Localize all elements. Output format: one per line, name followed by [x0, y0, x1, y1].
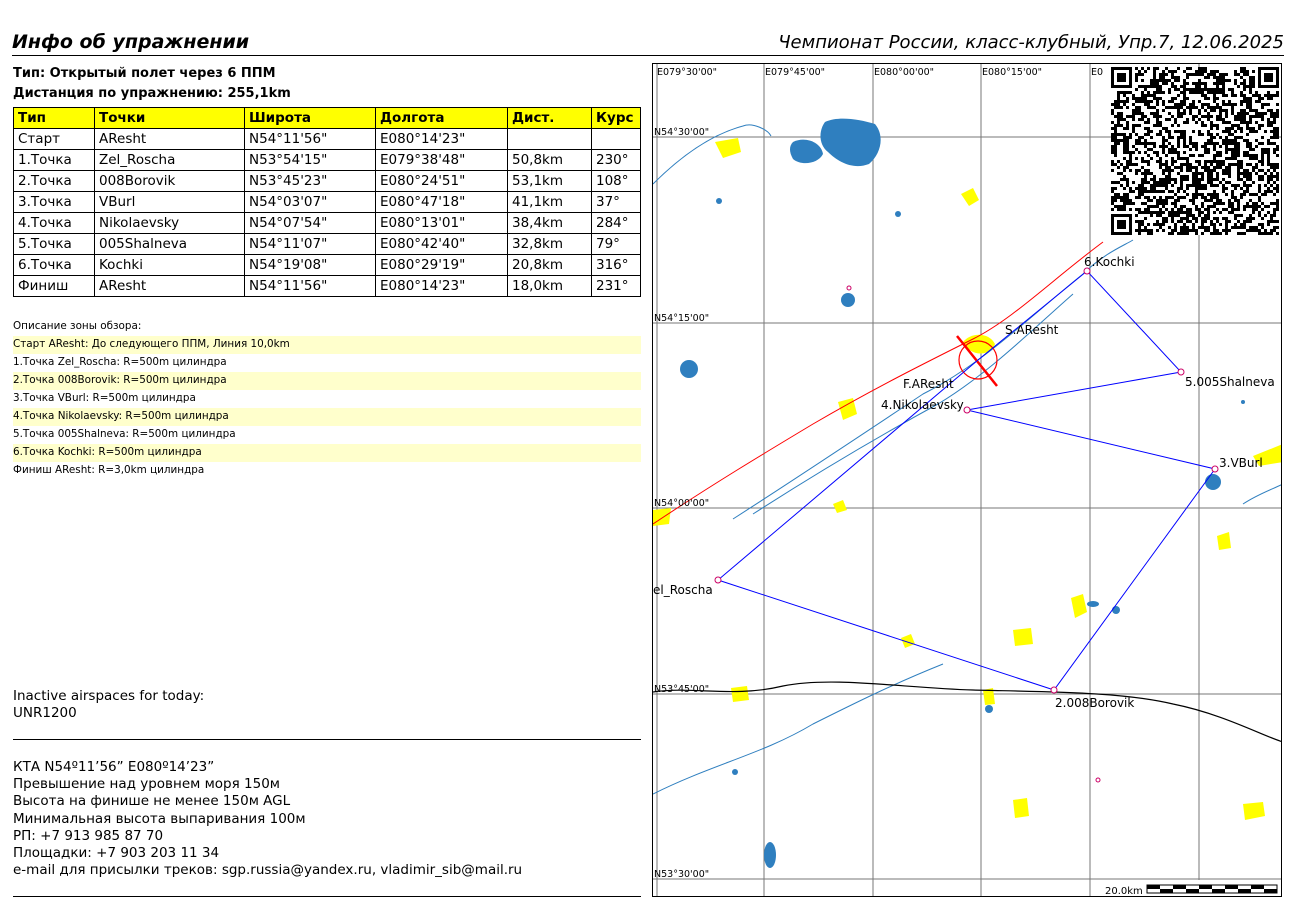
- zone-item: 6.Точка Kochki: R=500m цилиндра: [13, 444, 641, 462]
- scale-bar: [1099, 880, 1282, 897]
- turnpoints-table: [13, 107, 641, 297]
- point-label-borovik: 2.008Borovik: [1055, 696, 1135, 710]
- table-row: [14, 213, 641, 234]
- cell: 231°: [592, 276, 641, 297]
- table-row: [14, 171, 641, 192]
- cell: AResht: [95, 129, 245, 150]
- divider: [13, 739, 641, 740]
- cell: E080°24'51": [376, 171, 508, 192]
- table-header-row: [14, 108, 641, 129]
- cell: 230°: [592, 150, 641, 171]
- bottom-divider: [13, 896, 641, 897]
- col-header-type: Тип: [14, 108, 95, 129]
- cell: 316°: [592, 255, 641, 276]
- cell: E080°47'18": [376, 192, 508, 213]
- col-header-latitude: Широта: [245, 108, 376, 129]
- lon-label: E079°30'00": [657, 67, 718, 78]
- table-row: [14, 276, 641, 297]
- cell: E080°14'23": [376, 129, 508, 150]
- cell: 5.Точка: [14, 234, 95, 255]
- cell: 38,4km: [508, 213, 592, 234]
- cell: N54°11'07": [245, 234, 376, 255]
- airfield-info: [13, 759, 522, 879]
- cell: 4.Точка: [14, 213, 95, 234]
- inactive-airspaces: [13, 688, 204, 722]
- kta-line: Высота на финише не менее 150м AGL: [13, 793, 291, 810]
- lat-label: N53°45'00": [654, 684, 710, 695]
- cell: 108°: [592, 171, 641, 192]
- cell: 3.Точка: [14, 192, 95, 213]
- table-row: [14, 192, 641, 213]
- cell: N54°03'07": [245, 192, 376, 213]
- cell: 284°: [592, 213, 641, 234]
- point-label-finish: F.AResht: [903, 377, 954, 391]
- zone-item: 2.Точка 008Borovik: R=500m цилиндра: [13, 372, 641, 390]
- cell: [508, 129, 592, 150]
- cell: E080°29'19": [376, 255, 508, 276]
- qr-code-image: [1111, 67, 1279, 235]
- cell: Kochki: [95, 255, 245, 276]
- lon-label: E080°00'00": [874, 67, 935, 78]
- kta-line: Минимальная высота выпаривания 100м: [13, 810, 306, 827]
- point-label-kochki: 6.Kochki: [1084, 255, 1135, 269]
- zone-item: Старт AResht: До следующего ППМ, Линия 10,0km: [13, 336, 641, 354]
- col-header-course: Курс: [592, 108, 641, 129]
- zones-title: Описание зоны обзора:: [13, 320, 142, 332]
- col-header-distance: Дист.: [508, 108, 592, 129]
- zone-item: 1.Точка Zel_Roscha: R=500m цилиндра: [13, 356, 227, 368]
- fields: [653, 138, 1282, 820]
- cell: 008Borovik: [95, 171, 245, 192]
- lat-label: N54°30'00": [654, 127, 710, 138]
- header-divider: [12, 55, 1284, 56]
- lon-label: E079°45'00": [765, 67, 826, 78]
- observation-zones: [13, 318, 641, 480]
- point-label-zel-roscha: el_Roscha: [653, 583, 713, 597]
- zone-item: 3.Точка VBurl: R=500m цилиндра: [13, 392, 196, 404]
- zone-item: 5.Точка 005Shalneva: R=500m цилиндра: [13, 428, 236, 440]
- cell: 79°: [592, 234, 641, 255]
- qr-code: [1111, 67, 1279, 235]
- task-type: Тип: Открытый полет через 6 ППМ: [13, 66, 276, 81]
- cell: 2.Точка: [14, 171, 95, 192]
- kta-line: РП: +7 913 985 87 70: [13, 827, 164, 844]
- table-row: [14, 255, 641, 276]
- cell: N53°54'15": [245, 150, 376, 171]
- kta-line: Площадки: +7 903 203 11 34: [13, 845, 220, 862]
- lon-label: E080°15'00": [982, 67, 1043, 78]
- cell: N53°45'23": [245, 171, 376, 192]
- cell: N54°19'08": [245, 255, 376, 276]
- cell: N54°07'54": [245, 213, 376, 234]
- zone-item: 4.Точка Nikolaevsky: R=500m цилиндра: [13, 408, 641, 426]
- cell: 53,1km: [508, 171, 592, 192]
- scale-label: 20.0km: [1105, 886, 1143, 897]
- zone-item: Финиш AResht: R=3,0km цилиндра: [13, 464, 205, 476]
- kta-line: e-mail для присылки треков: sgp.russia@yandex.ru, vladimir_sib@mail.ru: [13, 862, 523, 879]
- boundary-line: [653, 682, 1282, 742]
- point-label-nikolaevsky: 4.Nikolaevsky: [881, 398, 964, 412]
- competition-subtitle: Чемпионат России, класс-клубный, Упр.7, 12.06.2025: [778, 32, 1284, 53]
- table-row: [14, 129, 641, 150]
- page-title: Инфо об упражнении: [12, 31, 250, 53]
- point-label-shalneva: 5.005Shalneva: [1185, 375, 1275, 389]
- cell: 18,0km: [508, 276, 592, 297]
- cell: 1.Точка: [14, 150, 95, 171]
- airspace-boundary: [653, 242, 1103, 524]
- kta-line: Превышение над уровнем моря 150м: [13, 776, 280, 793]
- cell: 005Shalneva: [95, 234, 245, 255]
- inactive-title: Inactive airspaces for today:: [13, 688, 205, 704]
- cell: Финиш: [14, 276, 95, 297]
- task-distance: Дистанция по упражнению: 255,1km: [13, 86, 291, 101]
- lon-label: E0: [1091, 67, 1104, 78]
- point-label-vburl: 3.VBurl: [1219, 456, 1263, 470]
- cell: VBurl: [95, 192, 245, 213]
- inactive-value: UNR1200: [13, 705, 77, 721]
- lat-label: N53°30'00": [654, 869, 710, 880]
- cell: Zel_Roscha: [95, 150, 245, 171]
- col-header-longitude: Долгота: [376, 108, 508, 129]
- cell: Nikolaevsky: [95, 213, 245, 234]
- lat-label: N54°00'00": [654, 498, 710, 509]
- cell: N54°11'56": [245, 276, 376, 297]
- cell: 41,1km: [508, 192, 592, 213]
- cell: 32,8km: [508, 234, 592, 255]
- table-row: [14, 150, 641, 171]
- kta-line: КТА N54º11’56” E080º14’23”: [13, 759, 215, 775]
- cell: N54°11'56": [245, 129, 376, 150]
- task-map: [652, 63, 1282, 897]
- cell: AResht: [95, 276, 245, 297]
- col-header-points: Точки: [95, 108, 245, 129]
- table-row: [14, 234, 641, 255]
- lat-label: N54°15'00": [654, 313, 710, 324]
- cell: 50,8km: [508, 150, 592, 171]
- cell: 37°: [592, 192, 641, 213]
- cell: E080°13'01": [376, 213, 508, 234]
- cell: 6.Точка: [14, 255, 95, 276]
- cell: 20,8km: [508, 255, 592, 276]
- cell: Старт: [14, 129, 95, 150]
- cell: [592, 129, 641, 150]
- cell: E080°14'23": [376, 276, 508, 297]
- cell: E080°42'40": [376, 234, 508, 255]
- cell: E079°38'48": [376, 150, 508, 171]
- point-label-start: S.AResht: [1005, 323, 1059, 337]
